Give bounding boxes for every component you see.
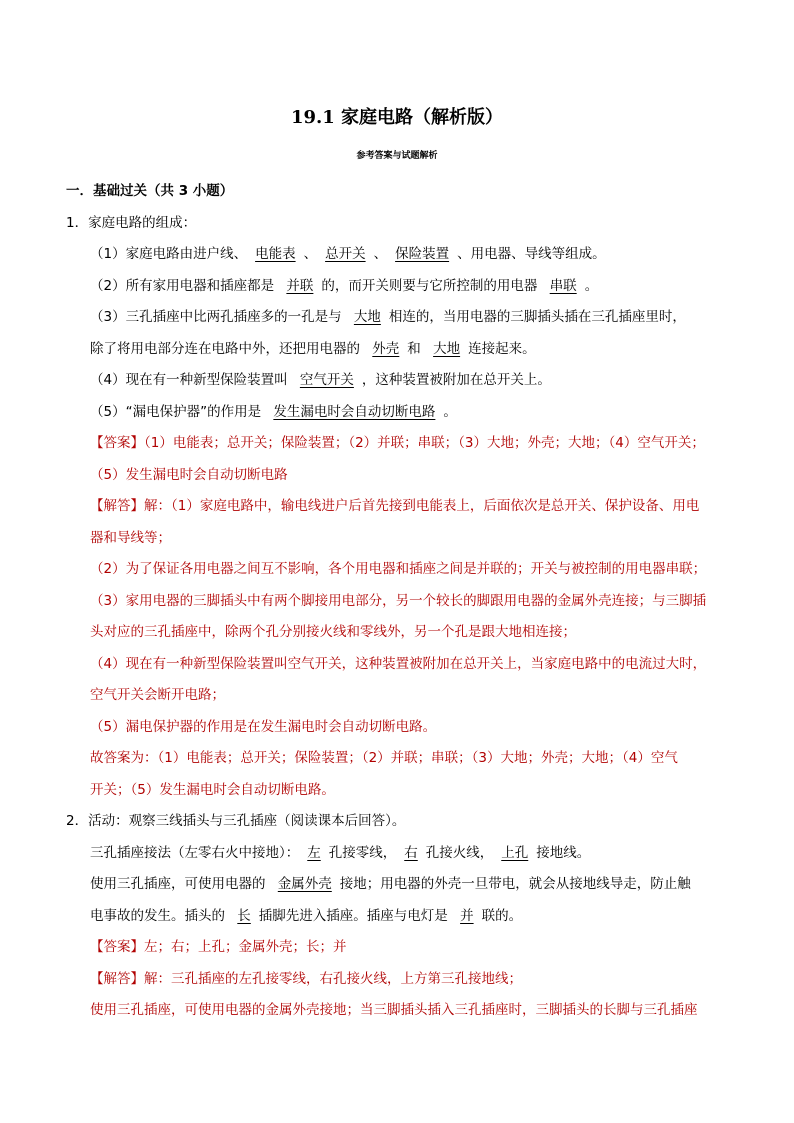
blank: 上孔	[501, 844, 529, 861]
blank: 并	[460, 907, 474, 924]
q1-part4: （4）现在有一种新型保险装置叫 空气开关 ，这种装置被附加在总开关上。	[66, 365, 738, 397]
q1-part2: （2）所有家用电器和插座都是 并联 的，而开关则要与它所控制的用电器 串联 。	[66, 271, 738, 303]
q1-answer: 【答案】（1）电能表；总开关；保险装置；（2）并联；串联；（3）大地；外壳；大地；（4）空气开关；	[90, 435, 705, 451]
blank: 长	[237, 907, 251, 924]
q2-line2: 使用三孔插座，可使用电器的 金属外壳 接地；用电器的外壳一旦带电，就会从接地线导走，防止触	[66, 869, 738, 901]
blank: 空气开关	[299, 372, 354, 388]
q1-final-answer-cont: 开关；（5）发生漏电时会自动切断电路。	[90, 781, 335, 798]
document-content	[66, 176, 738, 1027]
q1-analysis-5: （5）漏电保护器的作用是在发生漏电时会自动切断电路。	[90, 718, 437, 735]
q1-part3: （3）三孔插座中比两孔插座多的一孔是与 大地 相连的，当用电器的三脚插头插在三孔插座里时，	[66, 302, 738, 334]
q2-analysis: 【解答】解：三孔插座的左孔接零线，右孔接火线，上方第三孔接地线；	[90, 970, 522, 987]
q1-part5: （5）“漏电保护器”的作用是 发生漏电时会自动切断电路 。	[66, 397, 738, 429]
q1-analysis-2: （2）为了保证各用电器之间互不影响，各个用电器和插座之间是并联的；开关与被控制的用电器串联；	[90, 561, 707, 577]
analysis-tag: 【解答】	[90, 498, 144, 514]
q1-analysis: 【解答】解：（1）家庭电路中，输电线进户后首先接到电能表上，后面依次是总开关、保护设备、用电	[90, 498, 700, 514]
blank: 发生漏电时会自动切断电路	[273, 403, 436, 420]
q1-analysis-3: （3）家用电器的三脚插头中有两个脚接用电部分，另一个较长的脚跟用电器的金属外壳连接；与三脚插	[90, 592, 707, 609]
section-heading: 一．基础过关（共 3 小题）	[66, 183, 234, 199]
page-title: 19.1 家庭电路（解析版）	[290, 107, 504, 128]
blank: 大地	[433, 340, 461, 357]
q1-analysis-cont: 器和导线等；	[90, 529, 171, 546]
blank: 保险装置	[395, 246, 450, 262]
q2-line1: 三孔插座接法（左零右火中接地）： 左 孔接零线， 右 孔接火线， 上孔 接地线。	[66, 838, 738, 870]
blank: 外壳	[372, 340, 400, 357]
q1-part3-cont: 除了将用电部分连在电路中外，还把用电器的 外壳 和 大地 连接起来。	[66, 334, 738, 366]
blank: 左	[307, 844, 321, 861]
q1-part1: （1）家庭电路由进户线、 电能表 、 总开关 、 保险装置 、用电器、导线等组成。	[66, 239, 738, 271]
blank: 并联	[286, 277, 314, 294]
q2-line3: 电事故的发生。插头的 长 插脚先进入插座。插座与电灯是 并 联的。	[66, 901, 738, 933]
q1-analysis-3-cont: 头对应的三孔插座中，除两个孔分别接火线和零线外，另一个孔是跟大地相连接；	[90, 624, 576, 640]
q2-answer: 【答案】左；右；上孔；金属外壳；长；并	[90, 939, 347, 955]
q1-analysis-4: （4）现在有一种新型保险装置叫空气开关，这种装置被附加在总开关上，当家庭电路中的电流过大时，	[90, 655, 707, 672]
answer-tag: 【答案】	[90, 939, 144, 955]
q2-analysis-2: 使用三孔插座，可使用电器的金属外壳接地；当三脚插头插入三孔插座时，三脚插头的长脚与三孔插座	[90, 1002, 698, 1018]
q1-analysis-4-cont: 空气开关会断开电路；	[90, 687, 225, 703]
q2-stem: 2．活动：观察三线插头与三孔插座（阅读课本后回答）。	[66, 813, 406, 829]
page-subtitle: 参考答案与试题解析	[356, 151, 438, 161]
q1-answer-cont: （5）发生漏电时会自动切断电路	[90, 466, 288, 483]
blank: 大地	[353, 309, 381, 325]
blank: 总开关	[325, 246, 366, 262]
answer-tag: 【答案】	[90, 435, 144, 451]
q1-final-answer: 故答案为：（1）电能表；总开关；保险装置；（2）并联；串联；（3）大地；外壳；大地；（4）空气	[90, 750, 678, 766]
blank: 右	[404, 844, 418, 861]
analysis-tag: 【解答】	[90, 970, 144, 987]
q1-stem: 1．家庭电路的组成：	[66, 214, 197, 231]
blank: 金属外壳	[277, 876, 332, 892]
blank: 串联	[549, 277, 577, 294]
blank: 电能表	[255, 246, 296, 262]
